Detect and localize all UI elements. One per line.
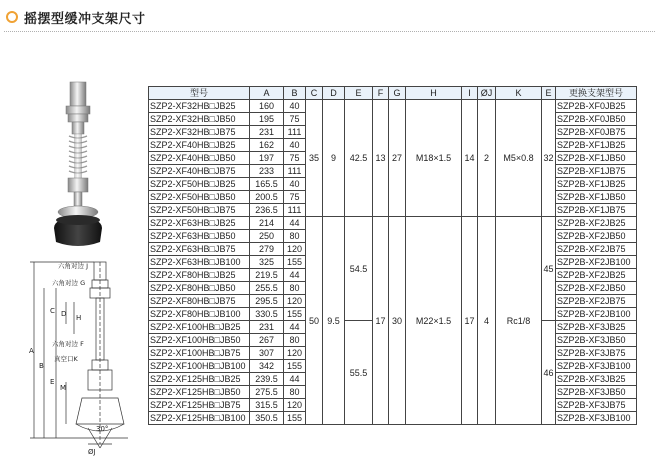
b-cell: 120 <box>284 243 306 256</box>
replacement-cell: SZP2B-XF3JB100 <box>556 412 637 425</box>
replacement-cell: SZP2B-XF3JB25 <box>556 373 637 386</box>
a-cell: 239.5 <box>250 373 284 386</box>
oj-cell: 2 <box>478 100 496 217</box>
g-cell: 27 <box>389 100 406 217</box>
b-cell: 44 <box>284 217 306 230</box>
c-cell: 35 <box>306 100 323 217</box>
replacement-cell: SZP2B-XF3JB50 <box>556 386 637 399</box>
section-title: 摇摆型缓冲支架尺寸 <box>24 12 146 27</box>
hex-f-label: 六角对边 F <box>52 340 84 348</box>
table-header-row <box>149 87 637 100</box>
model-cell: SZP2-XF80HB□JB100 <box>149 308 250 321</box>
model-cell: SZP2-XF125HB□JB50 <box>149 386 250 399</box>
model-cell: SZP2-XF40HB□JB75 <box>149 165 250 178</box>
replacement-cell: SZP2B-XF2JB75 <box>556 295 637 308</box>
replacement-cell: SZP2B-XF2JB50 <box>556 282 637 295</box>
replacement-cell: SZP2B-XF1JB50 <box>556 152 637 165</box>
f-cell: 17 <box>373 217 389 425</box>
replacement-cell: SZP2B-XF3JB75 <box>556 347 637 360</box>
dim-e-label: E <box>50 378 55 386</box>
e2-cell: 46 <box>542 321 556 425</box>
header-f: F <box>373 87 389 100</box>
a-cell: 236.5 <box>250 204 284 217</box>
header-h: H <box>406 87 462 100</box>
a-cell: 255.5 <box>250 282 284 295</box>
model-cell: SZP2-XF40HB□JB50 <box>149 152 250 165</box>
b-cell: 111 <box>284 126 306 139</box>
model-cell: SZP2-XF63HB□JB25 <box>149 217 250 230</box>
replacement-cell: SZP2B-XF3JB50 <box>556 334 637 347</box>
replacement-cell: SZP2B-XF2JB25 <box>556 269 637 282</box>
replacement-cell: SZP2B-XF1JB75 <box>556 165 637 178</box>
a-cell: 267 <box>250 334 284 347</box>
model-cell: SZP2-XF63HB□JB50 <box>149 230 250 243</box>
a-cell: 307 <box>250 347 284 360</box>
dim-oj-label: ØJ <box>88 448 96 456</box>
dim-h-label: H <box>76 314 82 322</box>
a-cell: 250 <box>250 230 284 243</box>
header-g: G <box>389 87 406 100</box>
a-cell: 350.5 <box>250 412 284 425</box>
a-cell: 325 <box>250 256 284 269</box>
model-cell: SZP2-XF125HB□JB100 <box>149 412 250 425</box>
dim-a-label: A <box>29 347 34 355</box>
model-cell: SZP2-XF50HB□JB25 <box>149 178 250 191</box>
b-cell: 111 <box>284 165 306 178</box>
e2-cell: 45 <box>542 217 556 321</box>
d-cell: 9.5 <box>323 217 345 425</box>
replacement-cell: SZP2B-XF1JB25 <box>556 178 637 191</box>
a-cell: 233 <box>250 165 284 178</box>
model-cell: SZP2-XF80HB□JB50 <box>149 282 250 295</box>
product-photo <box>48 78 108 254</box>
header-e2: E <box>542 87 556 100</box>
header-model: 型号 <box>149 87 250 100</box>
model-cell: SZP2-XF125HB□JB25 <box>149 373 250 386</box>
a-cell: 219.5 <box>250 269 284 282</box>
header-i: I <box>462 87 478 100</box>
e-cell: 54.5 <box>345 217 373 321</box>
b-cell: 44 <box>284 373 306 386</box>
a-cell: 214 <box>250 217 284 230</box>
b-cell: 44 <box>284 321 306 334</box>
dim-c-label: C <box>50 307 55 315</box>
b-cell: 120 <box>284 347 306 360</box>
b-cell: 80 <box>284 334 306 347</box>
table-row <box>149 100 637 113</box>
hex-j-label: 六角对边 J <box>58 262 88 270</box>
model-cell: SZP2-XF100HB□JB100 <box>149 360 250 373</box>
b-cell: 155 <box>284 256 306 269</box>
replacement-cell: SZP2B-XF0JB75 <box>556 126 637 139</box>
header-b: B <box>284 87 306 100</box>
replacement-cell: SZP2B-XF2JB25 <box>556 217 637 230</box>
replacement-cell: SZP2B-XF1JB25 <box>556 139 637 152</box>
replacement-cell: SZP2B-XF2JB100 <box>556 256 637 269</box>
a-cell: 342 <box>250 360 284 373</box>
e-cell: 55.5 <box>345 321 373 425</box>
a-cell: 231 <box>250 321 284 334</box>
vacuum-port-label: 真空口K <box>54 355 78 363</box>
i-cell: 17 <box>462 217 478 425</box>
a-cell: 315.5 <box>250 399 284 412</box>
b-cell: 40 <box>284 139 306 152</box>
model-cell: SZP2-XF63HB□JB100 <box>149 256 250 269</box>
h-cell: M22×1.5 <box>406 217 462 425</box>
a-cell: 197 <box>250 152 284 165</box>
b-cell: 44 <box>284 269 306 282</box>
i-cell: 14 <box>462 100 478 217</box>
b-cell: 80 <box>284 386 306 399</box>
b-cell: 155 <box>284 412 306 425</box>
a-cell: 275.5 <box>250 386 284 399</box>
replacement-cell: SZP2B-XF2JB50 <box>556 230 637 243</box>
header-oj: ØJ <box>478 87 496 100</box>
b-cell: 155 <box>284 360 306 373</box>
model-cell: SZP2-XF40HB□JB25 <box>149 139 250 152</box>
replacement-cell: SZP2B-XF2JB75 <box>556 243 637 256</box>
b-cell: 120 <box>284 399 306 412</box>
table-row <box>149 217 637 230</box>
replacement-cell: SZP2B-XF3JB25 <box>556 321 637 334</box>
model-cell: SZP2-XF32HB□JB25 <box>149 100 250 113</box>
h-cell: M18×1.5 <box>406 100 462 217</box>
b-cell: 40 <box>284 178 306 191</box>
circle-bullet-icon <box>6 11 18 23</box>
a-cell: 162 <box>250 139 284 152</box>
replacement-cell: SZP2B-XF0JB50 <box>556 113 637 126</box>
model-cell: SZP2-XF100HB□JB75 <box>149 347 250 360</box>
a-cell: 295.5 <box>250 295 284 308</box>
a-cell: 330.5 <box>250 308 284 321</box>
b-cell: 111 <box>284 204 306 217</box>
oj-cell: 4 <box>478 217 496 425</box>
model-cell: SZP2-XF63HB□JB75 <box>149 243 250 256</box>
k-cell: Rc1/8 <box>496 217 542 425</box>
e-cell: 42.5 <box>345 100 373 217</box>
model-cell: SZP2-XF125HB□JB75 <box>149 399 250 412</box>
b-cell: 75 <box>284 152 306 165</box>
dimension-drawing <box>28 258 148 458</box>
angle-label: 30° <box>96 425 109 433</box>
header-e: E <box>345 87 373 100</box>
g-cell: 30 <box>389 217 406 425</box>
c-cell: 50 <box>306 217 323 425</box>
a-cell: 160 <box>250 100 284 113</box>
header-divider <box>4 31 655 32</box>
section-header <box>4 6 655 32</box>
model-cell: SZP2-XF32HB□JB75 <box>149 126 250 139</box>
e2-cell: 32 <box>542 100 556 217</box>
header-replacement: 更换支架型号 <box>556 87 637 100</box>
a-cell: 279 <box>250 243 284 256</box>
header-c: C <box>306 87 323 100</box>
b-cell: 80 <box>284 230 306 243</box>
b-cell: 120 <box>284 295 306 308</box>
b-cell: 40 <box>284 100 306 113</box>
a-cell: 195 <box>250 113 284 126</box>
dimension-table <box>148 86 637 425</box>
replacement-cell: SZP2B-XF2JB100 <box>556 308 637 321</box>
header-k: K <box>496 87 542 100</box>
model-cell: SZP2-XF100HB□JB50 <box>149 334 250 347</box>
model-cell: SZP2-XF80HB□JB25 <box>149 269 250 282</box>
k-cell: M5×0.8 <box>496 100 542 217</box>
model-cell: SZP2-XF50HB□JB50 <box>149 191 250 204</box>
header-d: D <box>323 87 345 100</box>
dim-m-label: M <box>60 384 67 392</box>
replacement-cell: SZP2B-XF3JB100 <box>556 360 637 373</box>
b-cell: 80 <box>284 282 306 295</box>
model-cell: SZP2-XF50HB□JB75 <box>149 204 250 217</box>
replacement-cell: SZP2B-XF0JB25 <box>556 100 637 113</box>
header-a: A <box>250 87 284 100</box>
b-cell: 155 <box>284 308 306 321</box>
a-cell: 200.5 <box>250 191 284 204</box>
model-cell: SZP2-XF80HB□JB75 <box>149 295 250 308</box>
dim-b-label: B <box>39 362 44 370</box>
model-cell: SZP2-XF100HB□JB25 <box>149 321 250 334</box>
f-cell: 13 <box>373 100 389 217</box>
b-cell: 75 <box>284 113 306 126</box>
replacement-cell: SZP2B-XF3JB75 <box>556 399 637 412</box>
replacement-cell: SZP2B-XF1JB75 <box>556 204 637 217</box>
dim-d-label: D <box>61 310 67 318</box>
replacement-cell: SZP2B-XF1JB50 <box>556 191 637 204</box>
d-cell: 9 <box>323 100 345 217</box>
model-cell: SZP2-XF32HB□JB50 <box>149 113 250 126</box>
a-cell: 231 <box>250 126 284 139</box>
b-cell: 75 <box>284 191 306 204</box>
hex-g-label: 六角对边 G <box>52 279 86 287</box>
a-cell: 165.5 <box>250 178 284 191</box>
